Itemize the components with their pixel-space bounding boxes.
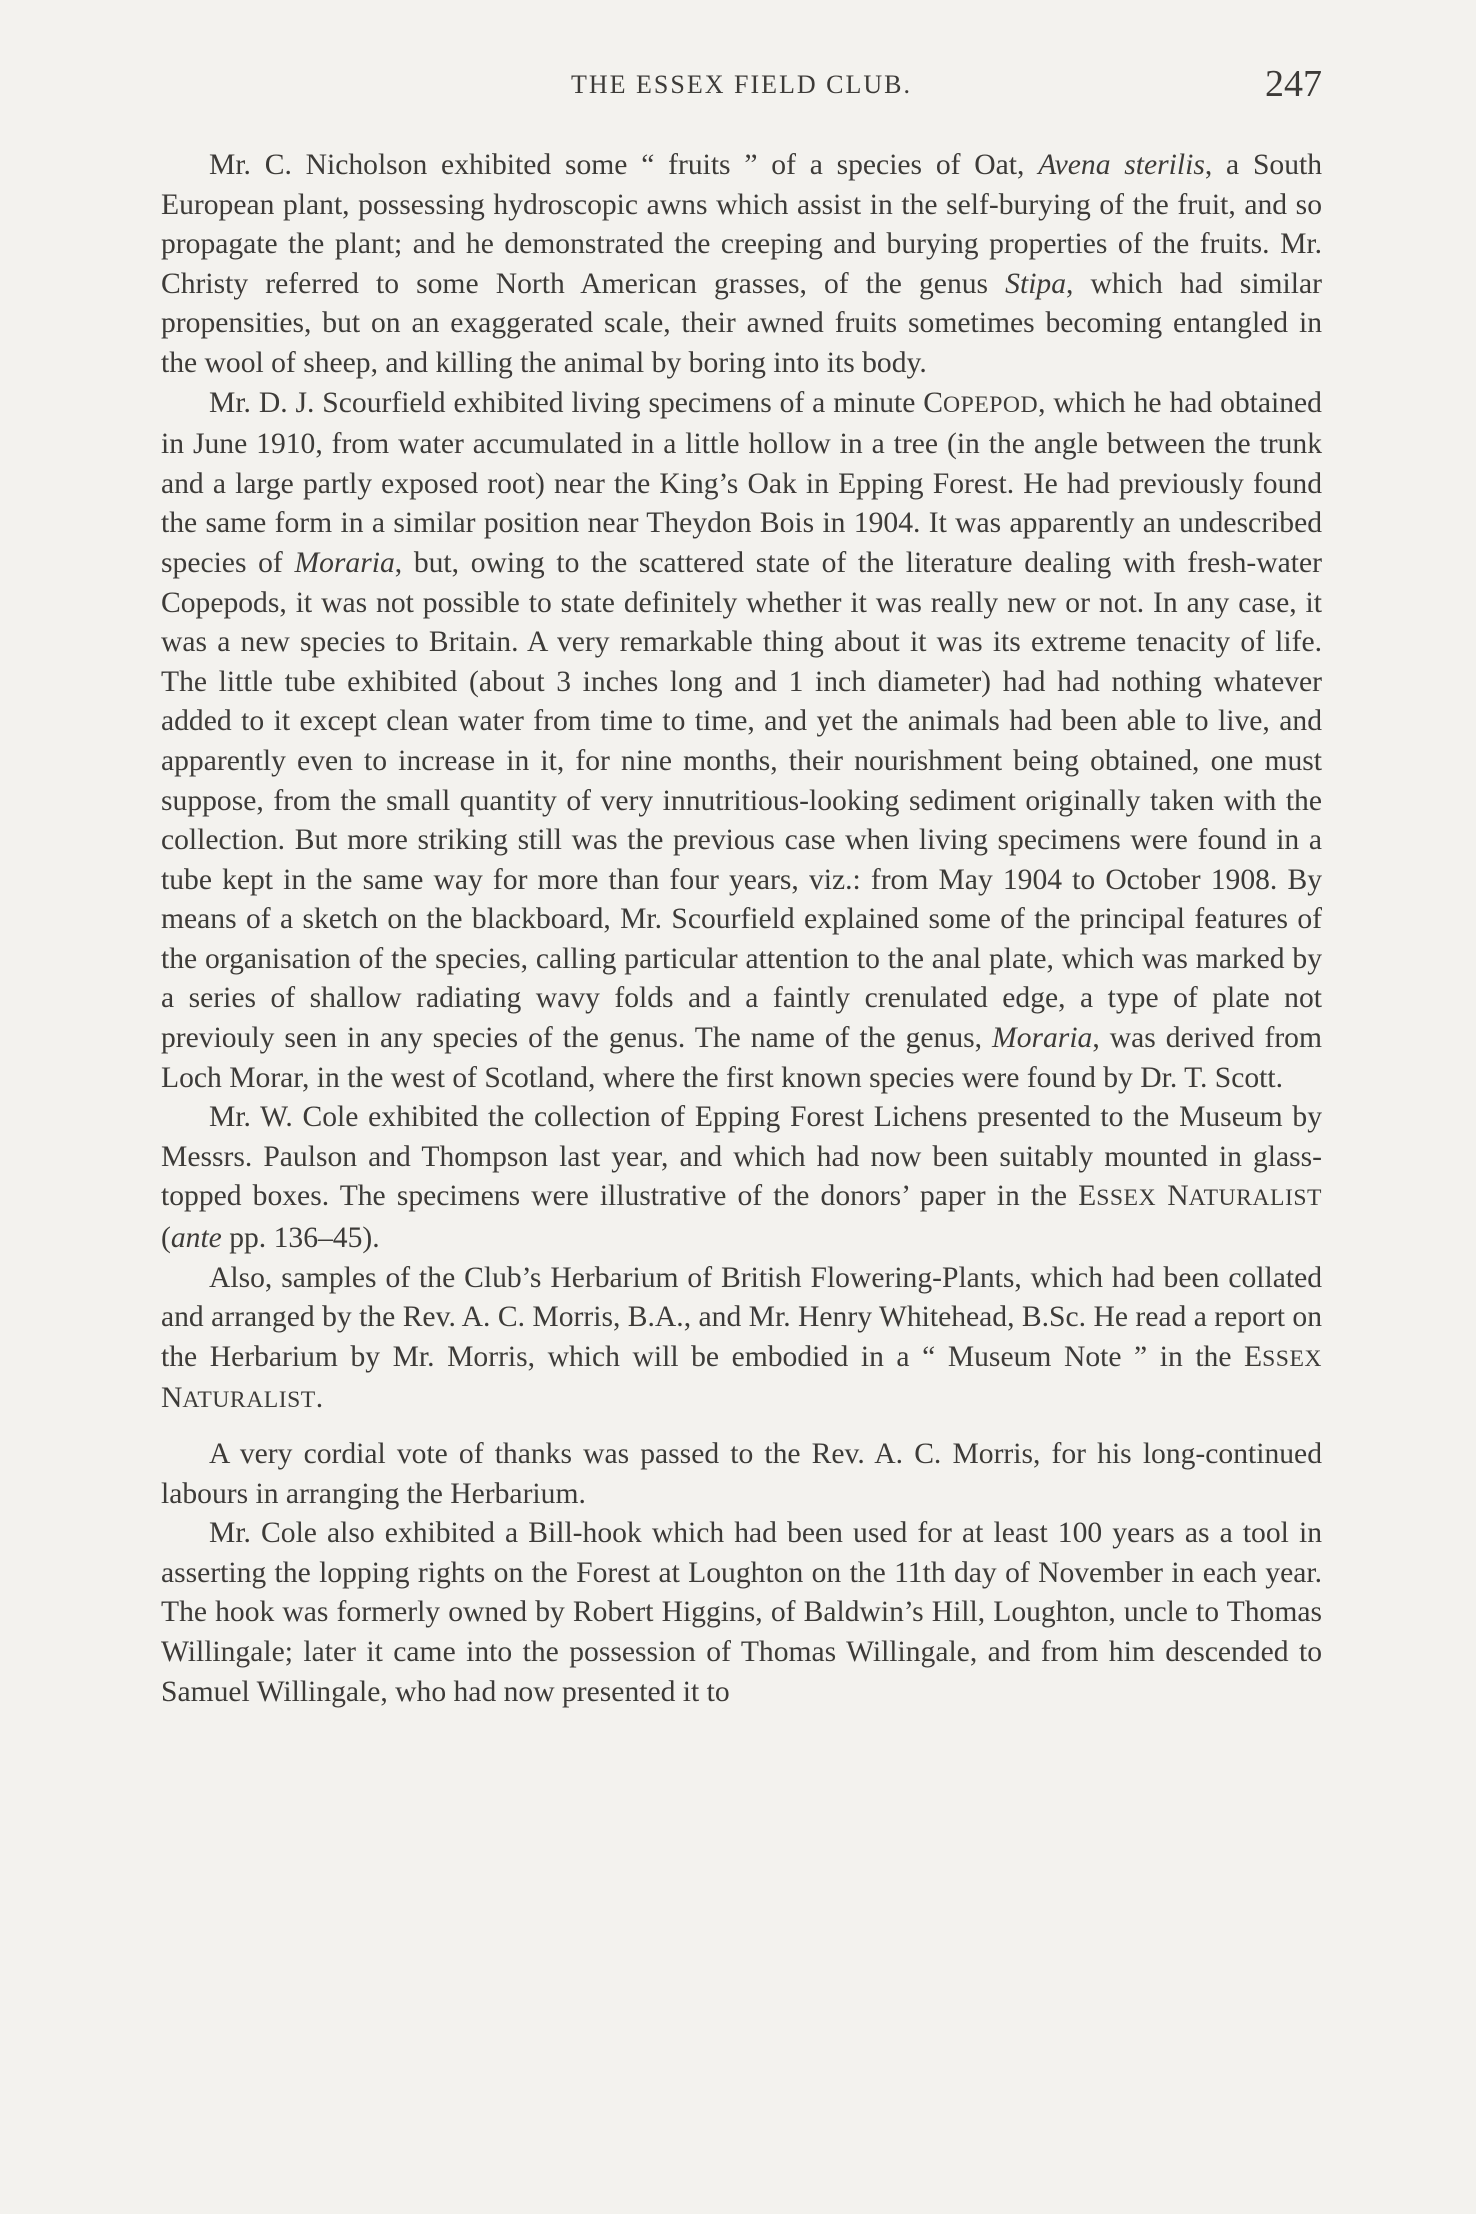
italic-text: Moraria bbox=[294, 546, 395, 579]
italic-text: Avena sterilis bbox=[1038, 149, 1205, 181]
small-caps-text: SSEX bbox=[1262, 1345, 1322, 1372]
text-run: , but, owing to the scattered state of the literature dealing with fresh-water Copepods, it was not possible to state definitely whether it was really new or not. In any case, it was a new species to Britain. A very remarkable thing about it was its extreme tenacity of life. The little tube exhibited (about 3 inches long and 1 inch diameter) had had nothing whatever added to it except clean water from time to time, and yet the animals had been able to live, and apparently even to increase in it, for nine months, their nourishment being obtained, one must suppose, from the small quantity of very innutritious-looking sediment originally taken with the collection. But more striking still was the previous case when living specimens were found in a tube kept in the same way for more than four years, viz.: from May 1904 to October 1908. By means of a sketch on the blackboard, Mr. Scourfield explained some of the principal features of the organisation of the species, calling particular attention to the anal plate, which was marked by a series of shallow radiating wavy folds and a faintly crenulated edge, a type of plate not previouly seen in any species of the genus. The name of the genus, bbox=[161, 546, 1322, 1055]
text-run: Mr. C. Nicholson exhibited some “ fruits ” of a species of Oat, bbox=[209, 149, 1039, 181]
text-run: pp. 136–45). bbox=[221, 1222, 380, 1255]
italic-text: Moraria bbox=[992, 1022, 1093, 1055]
paragraph-nicholson-oat bbox=[161, 146, 1322, 384]
small-caps-text: SSEX bbox=[1096, 1185, 1157, 1212]
text-run: N bbox=[1156, 1180, 1189, 1213]
body-text bbox=[161, 146, 1322, 1712]
text-run: N bbox=[161, 1382, 183, 1415]
paragraph-vote-of-thanks bbox=[161, 1435, 1322, 1514]
paragraph-herbarium bbox=[161, 1259, 1322, 1421]
text-run: , which he had obtained in June 1910, from water accumulated in a little hollow in a tree (in the angle between the trunk and a large partly exposed root) near the King’s Oak in Epping Forest. He had previously found the same form in a similar position near Theydon Bois in 1904. It was apparently an undescribed species of bbox=[161, 386, 1322, 579]
paragraph-cole-lichens bbox=[161, 1098, 1322, 1258]
text-run: Mr. D. J. Scourfield exhibited living specimens of a minute C bbox=[209, 386, 944, 419]
italic-text: Stipa bbox=[1005, 267, 1067, 300]
running-title: THE ESSEX FIELD CLUB. bbox=[571, 70, 912, 99]
paragraph-bill-hook bbox=[161, 1514, 1322, 1712]
text-run: Also, samples of the Club’s Herbarium of British Flowering-Plants, which had been collated and arranged by the Rev. A. C. Morris, B.A., and Mr. Henry Whitehead, B.Sc. He read a report on the Herbarium by Mr. Morris, which will be embodied in a “ Museum Note ” in the E bbox=[161, 1261, 1322, 1373]
text-run: A very cordial vote of thanks was passed to the Rev. A. C. Morris, for his long-continued labours in arranging the Herbarium. bbox=[161, 1438, 1322, 1510]
page-number: 247 bbox=[1265, 63, 1322, 105]
italic-text: ante bbox=[170, 1222, 222, 1255]
text-run: ( bbox=[161, 1222, 171, 1255]
small-caps-text: ATURALIST bbox=[182, 1387, 316, 1414]
text-run: . bbox=[315, 1382, 324, 1415]
text-run: , was derived from Loch Morar, in the west of Scotland, where the first known species were found by Dr. T. Scott. bbox=[161, 1022, 1322, 1094]
text-run: Mr. W. Cole exhibited the collection of Epping Forest Lichens presented to the Museum by Messrs. Paulson and Thompson last year, and which had now been suitably mounted in glass-topped boxes. The specimens were illustrative of the donors’ paper in the E bbox=[161, 1101, 1322, 1213]
running-head bbox=[161, 62, 1322, 112]
text-run: , which had similar propensities, but on an exaggerated scale, their awned fruits sometimes becoming entangled in the wool of sheep, and killing the animal by boring into its body. bbox=[161, 267, 1322, 379]
small-caps-text: OPEPOD bbox=[943, 391, 1039, 418]
small-caps-text: ATURALIST bbox=[1188, 1185, 1322, 1212]
paragraph-scourfield-copepod bbox=[161, 384, 1322, 1099]
text-run: , a South European plant, possessing hydroscopic awns which assist in the self-burying of the fruit, and so propagate the plant; and he demonstrated the creeping and burying properties of the fruits. Mr. Christy referred to some North American grasses, of the genus bbox=[161, 149, 1323, 300]
text-run: Mr. Cole also exhibited a Bill-hook which had been used for at least 100 years as a tool in asserting the lopping rights on the Forest at Loughton on the 11th day of November in each year. The hook was formerly owned by Robert Higgins, of Baldwin’s Hill, Loughton, uncle to Thomas Willingale; later it came into the possession of Thomas Willingale, and from him descended to Samuel Willingale, who had now presented it to bbox=[161, 1517, 1322, 1708]
